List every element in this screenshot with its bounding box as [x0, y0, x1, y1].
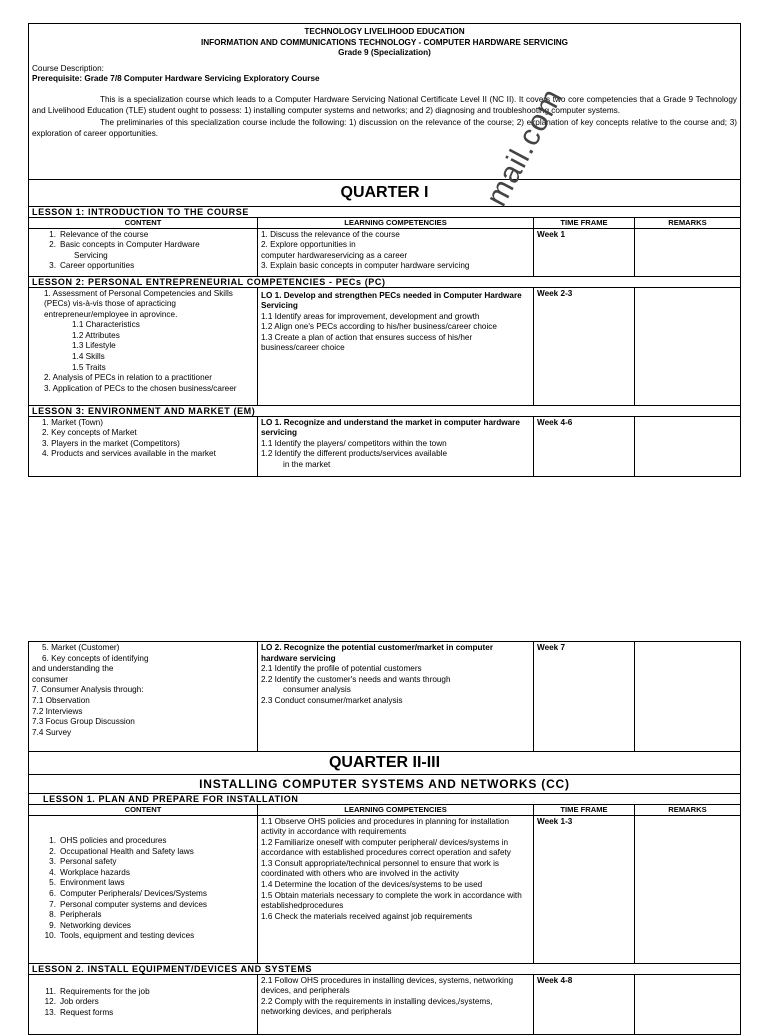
list-item: 10. Tools, equipment and testing devices — [44, 931, 195, 941]
q2-lesson-2-title: LESSON 2. INSTALL EQUIPMENT/DEVICES AND SYSTEMS — [29, 963, 741, 974]
list-item: 9. Networking devices — [49, 920, 131, 930]
col-header-content: CONTENT — [29, 218, 258, 229]
lesson-3-remarks — [635, 416, 741, 476]
list-item: 1. Relevance of the course — [49, 229, 149, 239]
list-item: 3. Career opportunities — [49, 261, 135, 271]
q2-lesson-1-remarks — [635, 815, 741, 963]
market-customer-competencies — [258, 642, 534, 752]
prerequisite: Prerequisite: Grade 7/8 Computer Hardware Servicing Exploratory Course — [32, 74, 320, 84]
col-header-remarks: REMARKS — [635, 805, 741, 816]
course-header — [29, 24, 741, 180]
list-item: 2. Basic concepts in Computer Hardware — [49, 240, 200, 250]
list-item: 1.2 Attributes — [72, 330, 120, 340]
list-item: 2.3 Conduct consumer/market analysis — [261, 695, 403, 705]
list-item: 4. Products and services available in the market — [42, 449, 216, 459]
list-item: 7. Personal computer systems and devices — [49, 899, 207, 909]
col-header-competencies: LEARNING COMPETENCIES — [258, 218, 534, 229]
list-item: 1. Assessment of Personal Competencies and Skills (PECs) vis-à-vis those of apracticing entrepreneur/employee in aprovince. — [44, 288, 233, 319]
lesson-2-title: LESSON 2: PERSONAL ENTREPRENEURIAL COMPETENCIES - PECs (PC) — [29, 276, 741, 287]
list-item: 3. Explain basic concepts in computer hardware servicing — [261, 261, 470, 271]
lesson-2-remarks — [635, 287, 741, 405]
list-item: and understanding the — [32, 664, 114, 674]
list-item: 12. Job orders — [44, 997, 99, 1007]
market-customer-remarks — [635, 642, 741, 752]
lesson-3-competencies — [258, 416, 534, 476]
list-item: 1.3 Consult appropriate/technical personnel to ensure that work is coordinated with others who are involved in the activity — [261, 858, 500, 879]
list-item: 1.2 Familiarize oneself with computer peripheral/ devices/systems in accordance with established procedures correct operation and safety — [261, 837, 511, 858]
core-competency-title: INSTALLING COMPUTER SYSTEMS AND NETWORKS (CC) — [29, 775, 741, 794]
col-header-time-frame: TIME FRAME — [534, 805, 635, 816]
list-item: 5. Environment laws — [49, 878, 125, 888]
list-item: 2.1 Identify the profile of potential customers — [261, 664, 422, 674]
list-item: 1.1 Identify the players/ competitors within the town — [261, 438, 447, 448]
list-item: 1.3 Lifestyle — [72, 341, 116, 351]
q2-lesson-2-content — [29, 974, 258, 1034]
q2-lesson-2-time-frame: Week 4-8 — [534, 974, 635, 1034]
list-item: 3. Personal safety — [49, 857, 117, 867]
lesson-2-time-frame: Week 2-3 — [534, 287, 635, 405]
list-item: 7.4 Survey — [32, 727, 72, 737]
lesson-3-time-frame: Week 4-6 — [534, 416, 635, 476]
lesson-1-remarks — [635, 228, 741, 276]
list-item: 1.6 Check the materials received against job requirements — [261, 911, 473, 921]
list-item: 1.1 Observe OHS policies and procedures in planning for installation activity in accordance with requirements — [261, 816, 510, 837]
list-item: 7. Consumer Analysis through: — [32, 685, 144, 695]
col-header-time-frame: TIME FRAME — [534, 218, 635, 229]
lesson-2-content — [29, 287, 258, 405]
list-item: 7.1 Observation — [32, 695, 90, 705]
list-item: 6. Key concepts of identifying — [42, 653, 149, 663]
curriculum-table-page1 — [28, 23, 741, 477]
list-item: 7.2 Interviews — [32, 706, 83, 716]
col-header-competencies: LEARNING COMPETENCIES — [258, 805, 534, 816]
lesson-1-competencies — [258, 228, 534, 276]
list-item: 2.2 Identify the customer's needs and wants through — [261, 674, 451, 684]
list-item: 11. Requirements for the job — [45, 986, 150, 996]
list-item: 2. Key concepts of Market — [42, 428, 137, 438]
learning-outcome: LO 1. Develop and strengthen PECs needed in Computer Hardware Servicing — [261, 290, 522, 311]
q2-lesson-2-competencies — [258, 974, 534, 1034]
lesson-3-title: LESSON 3: ENVIRONMENT AND MARKET (EM) — [29, 405, 741, 416]
list-item: 6. Computer Peripherals/ Devices/Systems — [49, 889, 207, 898]
q2-lesson-1-content — [29, 815, 258, 963]
list-item: 1.4 Determine the location of the devices/systems to be used — [261, 880, 483, 890]
watermark: mail.com — [479, 83, 570, 212]
list-item: 2. Analysis of PECs in relation to a practitioner — [44, 373, 212, 383]
header-title-2: INFORMATION AND COMMUNICATIONS TECHNOLOGY - COMPUTER HARDWARE SERVICING — [200, 37, 569, 47]
list-item: 1.2 Identify the different products/services available — [261, 449, 447, 459]
lesson-3-content — [29, 416, 258, 476]
q2-lesson-2-remarks — [635, 974, 741, 1034]
list-item: 1.5 Traits — [72, 362, 106, 372]
list-item: 2. Occupational Health and Safety laws — [49, 846, 194, 856]
header-title-1: TECHNOLOGY LIVELIHOOD EDUCATION — [304, 27, 465, 36]
market-customer-content — [29, 642, 258, 752]
list-item: 2. Explore opportunities in — [261, 240, 356, 250]
list-item: 1.5 Obtain materials necessary to complete the work in accordance with establishedprocedures — [261, 890, 522, 911]
list-item: 2.1 Follow OHS procedures in installing devices, systems, networking devices, and peripherals — [261, 975, 514, 996]
list-item: 4. Workplace hazards — [49, 867, 130, 877]
list-item: Servicing — [74, 250, 108, 260]
course-description-label: Course Description: — [32, 63, 104, 73]
q2-lesson-1-title: LESSON 1. PLAN AND PREPARE FOR INSTALLATION — [29, 794, 741, 805]
list-item: 3. Players in the market (Competitors) — [42, 438, 180, 448]
list-item: 7.3 Focus Group Discussion — [32, 717, 135, 727]
list-item: 1.1 Identify areas for improvement, development and growth — [261, 311, 480, 321]
list-item: consumer analysis — [283, 685, 351, 695]
col-header-remarks: REMARKS — [635, 218, 741, 229]
market-customer-time-frame: Week 7 — [534, 642, 635, 752]
lesson-1-content — [29, 228, 258, 276]
learning-outcome: LO 2. Recognize the potential customer/market in computer hardware servicing — [261, 643, 494, 663]
list-item: 1. Market (Town) — [42, 417, 103, 427]
curriculum-table-page2 — [28, 641, 741, 1035]
lesson-2-competencies — [258, 287, 534, 405]
header-grade: Grade 9 (Specialization) — [338, 48, 431, 58]
lesson-1-title: LESSON 1: INTRODUCTION TO THE COURSE — [29, 207, 741, 218]
list-item: 3. Application of PECs to the chosen business/career — [44, 383, 237, 393]
list-item: 5. Market (Customer) — [42, 643, 120, 652]
list-item: 2.2 Comply with the requirements in installing devices,/systems, networking devices, and peripherals — [261, 996, 493, 1017]
lesson-1-time-frame: Week 1 — [534, 228, 635, 276]
list-item: 1.1 Characteristics — [72, 320, 140, 330]
list-item: 1. Discuss the relevance of the course — [261, 229, 400, 239]
list-item: 1.3 Create a plan of action that ensures success of his/her business/career choice — [261, 332, 473, 353]
learning-outcome: LO 1. Recognize and understand the market in computer hardware servicing — [261, 417, 520, 438]
list-item: 1.4 Skills — [72, 352, 105, 362]
description-paragraph-2: The preliminaries of this specialization course include the following: 1) discussion on the relevance of the course; 2) explanation of key concepts relative to the course and; 3) exploration of career opportunities. — [32, 118, 737, 138]
list-item: 1.2 Align one's PECs according to his/her business/career choice — [261, 322, 497, 332]
list-item: 13. Request forms — [44, 1007, 114, 1017]
list-item: in the market — [283, 459, 331, 469]
q2-lesson-1-competencies — [258, 815, 534, 963]
description-paragraph-1: This is a specialization course which leads to a Computer Hardware Servicing National Certificate Level II (NC II). It covers two core competencies that a Grade 9 Technology and Livelihood Education (TLE) student ought to possess: 1) installing computer systems and networks; and 2) diagnosing and troubleshooting computer systems. — [32, 94, 737, 115]
list-item: computer hardwareservicing as a career — [261, 250, 408, 260]
quarter-1-title: QUARTER I — [29, 180, 741, 207]
q2-lesson-1-time-frame: Week 1-3 — [534, 815, 635, 963]
list-item: 1. OHS policies and procedures — [49, 836, 167, 846]
col-header-content: CONTENT — [29, 805, 258, 816]
list-item: consumer — [32, 674, 68, 684]
list-item: 8. Peripherals — [49, 910, 102, 920]
quarter-2-3-title: QUARTER II-III — [29, 752, 741, 775]
